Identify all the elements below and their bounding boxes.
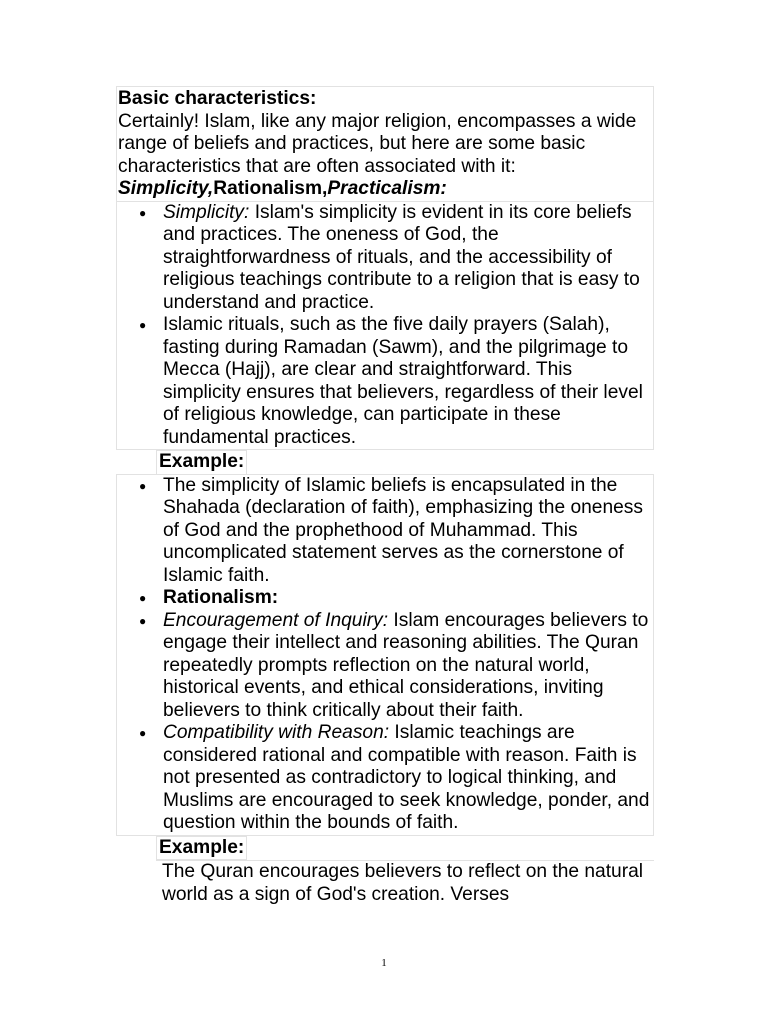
list-item-text: The simplicity of Islamic beliefs is encapsulated in the Shahada (declaration of faith), emphasizing the oneness of God and the prophethood of Muhammad. This uncomplicated statement serves as the cornerstone of Islamic faith. (163, 474, 643, 586)
list-item (117, 475, 653, 588)
simplicity-list (117, 202, 653, 450)
list-item-text: Islam encourages believers to engage their intellect and reasoning abilities. The Quran repeatedly prompts reflection on the natural world, historical events, and ethical considerations, inviting believers to think critically about their faith. (163, 609, 649, 721)
list-item-text: Islamic teachings are considered rational and compatible with reason. Faith is not presented as contradictory to logical thinking, and Muslims are encouraged to seek knowledge, ponder, and question within the bounds of faith. (163, 722, 650, 833)
list-item-lead: Encouragement of Inquiry: (163, 609, 389, 631)
intro-block (116, 86, 654, 202)
list-item-text: Islamic rituals, such as the five daily prayers (Salah), fasting during Ramadan (Sawm), and the pilgrimage to Mecca (Hajj), are clear and straightforward. This simplicity ensures that believers, regardless of their level of religious knowledge, can participate in these fundamental practices. (163, 314, 643, 448)
rationalism-list-block (116, 474, 654, 836)
subheading (118, 178, 652, 201)
example-2-text: The Quran encourages believers to reflect on the natural world as a sign of God's creation. Verses (156, 860, 654, 906)
list-item-lead: Compatibility with Reason: (163, 722, 390, 743)
bullet-icon: ● (139, 613, 147, 628)
simplicity-list-block (116, 201, 654, 451)
page-number: 1 (381, 957, 387, 969)
bullet-icon: ● (139, 318, 147, 332)
bullet-icon: ● (139, 205, 147, 220)
subheading-practicalism: Practicalism: (327, 178, 447, 199)
subheading-rationalism: Rationalism, (213, 178, 328, 199)
list-item-text: Islam's simplicity is evident in its core beliefs and practices. The oneness of God, the straightforwardness of rituals, and the accessibility of religious teachings contribute to a religion that is easy to understand and practice. (163, 201, 640, 313)
document-content (116, 87, 654, 906)
list-item (117, 314, 653, 449)
list-item (117, 202, 653, 315)
bullet-icon: ● (139, 591, 147, 605)
list-item (117, 722, 653, 835)
example-label: Example: (156, 836, 247, 861)
bullet-icon: ● (139, 478, 147, 493)
example-label: Example: (156, 450, 247, 475)
section-heading: Basic characteristics: (118, 88, 317, 109)
rationalism-list (117, 475, 653, 835)
intro-paragraph: Certainly! Islam, like any major religion, encompasses a wide range of beliefs and practices, but here are some basic characteristics that are often associated with it: (118, 110, 637, 177)
list-item-lead: Simplicity: (163, 201, 250, 223)
rationalism-heading: Rationalism: (163, 587, 279, 608)
subheading-simplicity: Simplicity, (118, 178, 214, 199)
example-2-block (116, 836, 654, 907)
list-item (117, 610, 653, 723)
bullet-icon: ● (139, 726, 147, 740)
example-1-block (116, 449, 654, 475)
list-item (117, 587, 653, 610)
